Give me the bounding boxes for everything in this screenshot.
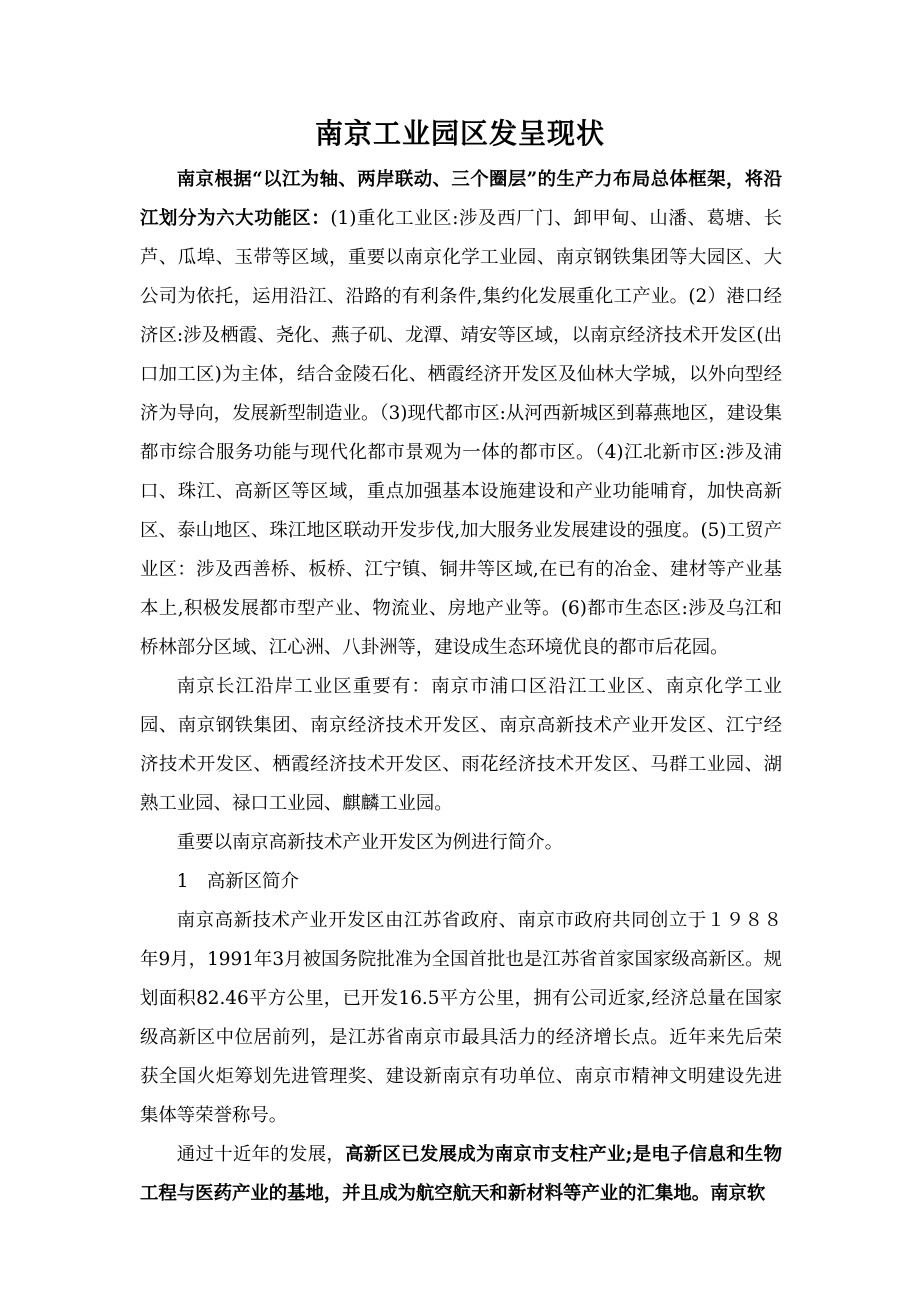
paragraph-text: (1)重化工业区:涉及西厂门、卸甲甸、山潘、葛塘、长芦、瓜埠、玉带等区域，重要以南京化学工业园、南京钢铁集团等大园区、大公司为依托，运用沿江、沿路的有利条件,集约化发展重化工产业。(2）港口经济区:涉及栖霞、尧化、燕子矶、龙潭、靖安等区域，以南京经济技术开发区(出口加工区)为主体，结合金陵石化、栖霞经济开发区及仙林大学城，以外向型经济为导向，发展新型制造业。（3)现代都市区:从河西新城区到幕燕地区，建设集都市综合服务功能与现代化都市景观为一体的都市区。（4)江北新市区:涉及浦口、珠江、高新区等区域，重点加强基本设施建设和产业功能哺育，加快高新区、泰山地区、珠江地区联动开发步伐,加大服务业发展建设的强度。(5)工贸产业区：涉及西善桥、板桥、江宁镇、铜井等区域,在已有的冶金、建材等产业基本上,积极发展都市型产业、物流业、房地产业等。(6)都市生态区:涉及乌江和桥林部分区域、江心洲、八卦洲等，建设成生态环境优良的都市后花园。 (140, 208, 782, 658)
paragraph-lead-bold: 南京根据“以江为轴、两岸联动、三个圈层”的生产力布局总体框架，将沿江划分为六大功能区： (140, 169, 782, 229)
paragraph-function-zones (140, 160, 782, 667)
section-heading: 1 高新区简介 (176, 871, 299, 892)
document-body (140, 160, 782, 1213)
paragraph-bold-text: 高新区已发展成为南京市支柱产业;是电子信息和生物工程与医药产业的基地，并且成为航空航天和新材料等产业的汇集地。南京软 (140, 1144, 782, 1204)
paragraph-hightech-zone: 南京高新技术产业开发区由江苏省政府、南京市政府共同创立于１９８８年9月，1991年3月被国务院批准为全国首批也是江苏省首家国家级高新区。规划面积82.46平方公里，已开发16.5平方公里，拥有公司近家,经济总量在国家级高新区中位居前列，是江苏省南京市最具活力的经济增长点。近年来先后荣获全国火炬筹划先进管理奖、建设新南京有功单位、南京市精神文明建设先进集体等荣誉称号。 (140, 910, 782, 1126)
paragraph-industrial-zones: 南京长江沿岸工业区重要有：南京市浦口区沿江工业区、南京化学工业园、南京钢铁集团、南京经济技术开发区、南京高新技术产业开发区、江宁经济技术开发区、栖霞经济技术开发区、雨花经济技术开发区、马群工业园、湖熟工业园、禄口工业园、麒麟工业园。 (140, 676, 782, 814)
paragraph-text: 通过十近年的发展， (176, 1144, 346, 1165)
paragraph-development (140, 1135, 782, 1213)
paragraph-intro-example: 重要以南京高新技术产业开发区为例进行简介。 (176, 832, 564, 853)
document-title: 南京工业园区发呈现状 (314, 117, 605, 150)
